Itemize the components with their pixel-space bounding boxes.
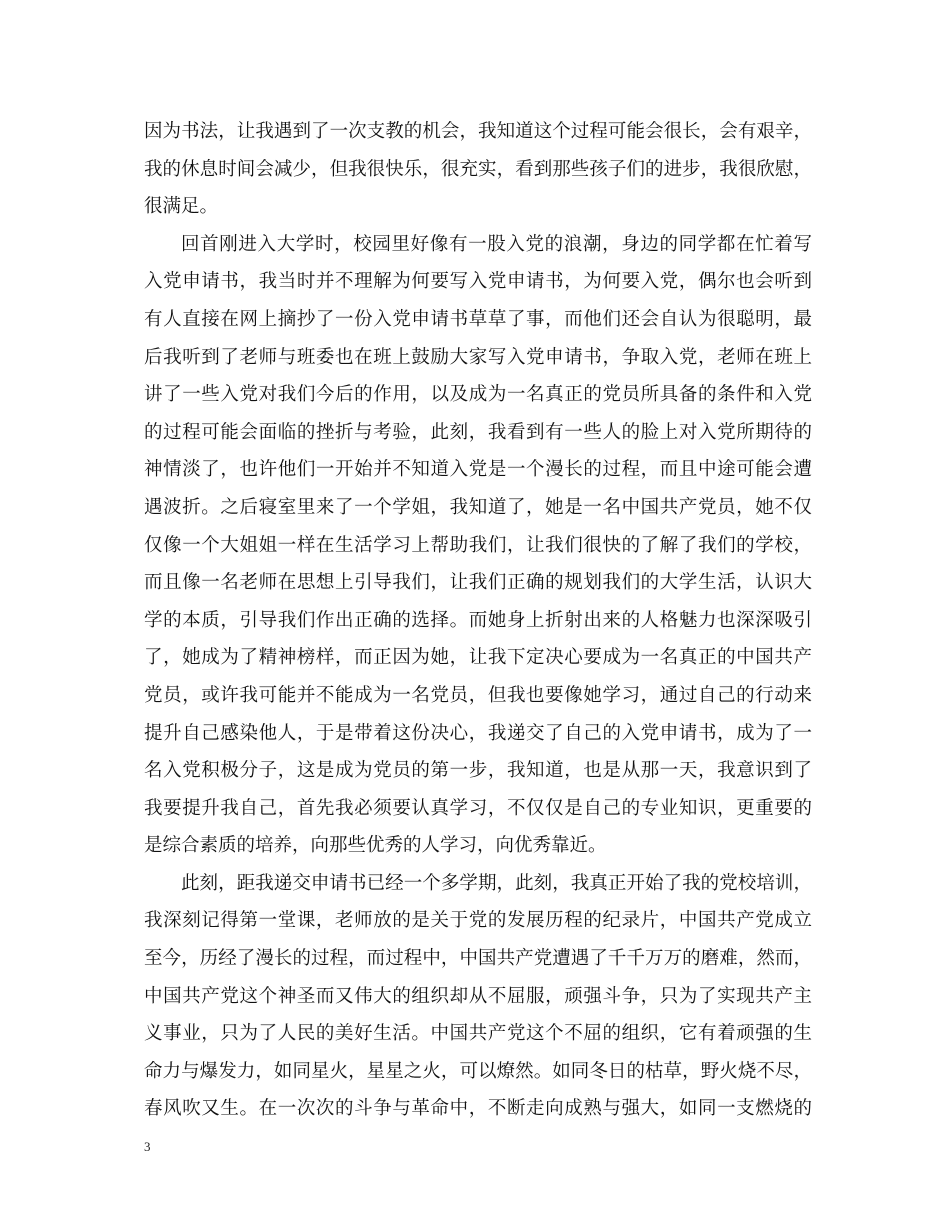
text-line: 仅像一个大姐姐一样在生活学习上帮助我们，让我们很快的了解了我们的学校，	[144, 534, 812, 556]
text-line: 回首刚进入大学时，校园里好像有一股入党的浪潮，身边的同学都在忙着写	[181, 233, 812, 255]
text-line: 此刻，距我递交申请书已经一个多学期，此刻，我真正开始了我的党校培训，	[181, 872, 812, 894]
text-line: 因为书法，让我遇到了一次支教的机会，我知道这个过程可能会很长，会有艰辛，	[144, 121, 812, 142]
text-line: 我要提升我自己，首先我必须要认真学习，不仅仅是自己的专业知识，更重要的	[144, 797, 812, 819]
text-line: 是综合素质的培养，向那些优秀的人学习，向优秀靠近。	[144, 835, 607, 857]
text-line: 提升自己感染他人，于是带着这份决心，我递交了自己的入党申请书，成为了一	[144, 722, 812, 744]
text-line: 党员，或许我可能并不能成为一名党员，但我也要像她学习，通过自己的行动来	[144, 684, 812, 706]
text-line: 很满足。	[144, 196, 219, 218]
text-line: 至今，历经了漫长的过程，而过程中，中国共产党遭遇了千千万万的磨难，然而，	[144, 948, 812, 970]
text-line: 后我听到了老师与班委也在班上鼓励大家写入党申请书，争取入党，老师在班上	[144, 346, 812, 368]
text-line: 命力与爆发力，如同星火，星星之火，可以燎然。如同冬日的枯草，野火烧不尽，	[144, 1060, 812, 1082]
text-line: 神情淡了，也许他们一开始并不知道入党是一个漫长的过程，而且中途可能会遭	[144, 459, 812, 481]
text-line: 我深刻记得第一堂课，老师放的是关于党的发展历程的纪录片，中国共产党成立	[144, 910, 812, 932]
text-line: 入党申请书，我当时并不理解为何要写入党申请书，为何要入党，偶尔也会听到	[144, 271, 812, 293]
text-line: 我的休息时间会减少，但我很快乐，很充实，看到那些孩子们的进步，我很欣慰，	[144, 158, 812, 180]
text-line: 讲了一些入党对我们今后的作用，以及成为一名真正的党员所具备的条件和入党	[144, 384, 812, 406]
text-line: 春风吹又生。在一次次的斗争与革命中，不断走向成熟与强大，如同一支燃烧的	[144, 1098, 812, 1120]
text-line: 名入党积极分子，这是成为党员的第一步，我知道，也是从那一天，我意识到了	[144, 760, 812, 782]
body-text	[144, 113, 812, 1128]
text-line: 学的本质，引导我们作出正确的选择。而她身上折射出来的人格魅力也深深吸引	[144, 609, 812, 631]
text-line: 了，她成为了精神榜样，而正因为她，让我下定决心要成为一名真正的中国共产	[144, 647, 812, 669]
text-line: 而且像一名老师在思想上引导我们，让我们正确的规划我们的大学生活，认识大	[144, 572, 812, 594]
page-number: 3	[144, 1139, 151, 1154]
text-line: 的过程可能会面临的挫折与考验，此刻，我看到有一些人的脸上对入党所期待的	[144, 421, 812, 443]
text-line: 有人直接在网上摘抄了一份入党申请书草草了事，而他们还会自认为很聪明，最	[144, 308, 812, 330]
text-line: 中国共产党这个神圣而又伟大的组织却从不屈服，顽强斗争，只为了实现共产主	[144, 985, 812, 1007]
text-line: 义事业，只为了人民的美好生活。中国共产党这个不屈的组织，它有着顽强的生	[144, 1023, 812, 1045]
text-line: 遇波折。之后寝室里来了一个学姐，我知道了，她是一名中国共产党员，她不仅	[144, 496, 812, 518]
